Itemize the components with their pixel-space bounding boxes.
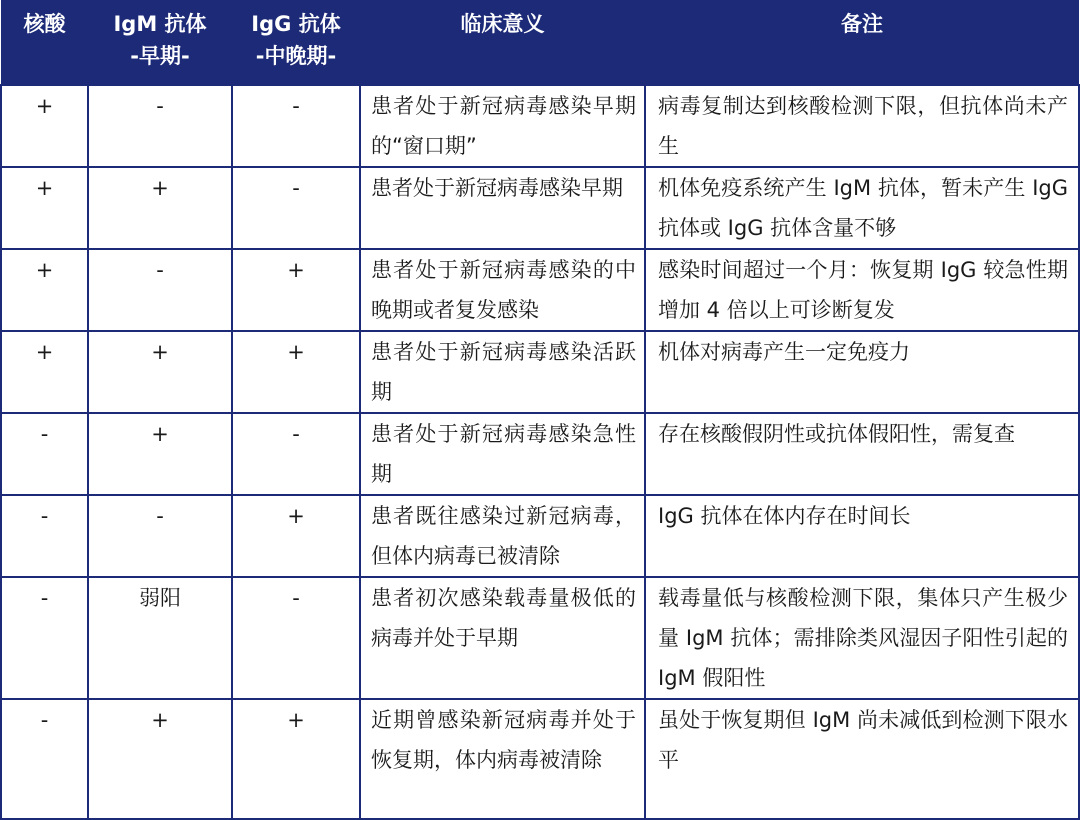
cell-igg: - <box>232 167 360 249</box>
cell-nucleic: - <box>1 413 88 495</box>
cell-nucleic: + <box>1 167 88 249</box>
cell-note: 存在核酸假阴性或抗体假阳性，需复查 <box>645 413 1079 495</box>
table-row <box>1 413 1079 495</box>
header-row <box>1 0 1079 85</box>
table-row <box>1 331 1079 413</box>
cell-meaning: 患者处于新冠病毒感染急性期 <box>360 413 645 495</box>
cell-igm: - <box>88 495 232 577</box>
cell-nucleic: + <box>1 85 88 167</box>
table-row <box>1 577 1079 699</box>
cell-nucleic: + <box>1 331 88 413</box>
table-row <box>1 85 1079 167</box>
cell-igg: + <box>232 249 360 331</box>
cell-note: 机体对病毒产生一定免疫力 <box>645 331 1079 413</box>
cell-igg: + <box>232 331 360 413</box>
cell-meaning: 近期曾感染新冠病毒并处于恢复期，体内病毒被清除 <box>360 699 645 819</box>
table-row <box>1 167 1079 249</box>
header-remarks: 备注 <box>645 0 1079 85</box>
table-row <box>1 699 1079 819</box>
cell-igm: + <box>88 413 232 495</box>
header-clinical-meaning: 临床意义 <box>360 0 645 85</box>
cell-meaning: 患者处于新冠病毒感染早期 <box>360 167 645 249</box>
table-row <box>1 495 1079 577</box>
cell-meaning: 患者处于新冠病毒感染的中晚期或者复发感染 <box>360 249 645 331</box>
cell-igg: + <box>232 495 360 577</box>
cell-note: IgG 抗体在体内存在时间长 <box>645 495 1079 577</box>
cell-note: 感染时间超过一个月：恢复期 IgG 较急性期增加 4 倍以上可诊断复发 <box>645 249 1079 331</box>
cell-igm: + <box>88 167 232 249</box>
cell-igg: - <box>232 85 360 167</box>
cell-meaning: 患者初次感染载毒量极低的病毒并处于早期 <box>360 577 645 699</box>
cell-igg: + <box>232 699 360 819</box>
cell-nucleic: - <box>1 699 88 819</box>
cell-nucleic: - <box>1 577 88 699</box>
header-nucleic-acid: 核酸 <box>1 0 88 85</box>
cell-meaning: 患者处于新冠病毒感染活跃期 <box>360 331 645 413</box>
cell-note: 虽处于恢复期但 IgM 尚未减低到检测下限水平 <box>645 699 1079 819</box>
cell-igm: + <box>88 699 232 819</box>
table-row <box>1 249 1079 331</box>
header-igm: IgM 抗体 -早期- <box>88 0 232 85</box>
header-igg: IgG 抗体 -中晚期- <box>232 0 360 85</box>
cell-note: 病毒复制达到核酸检测下限，但抗体尚未产生 <box>645 85 1079 167</box>
cell-igm: - <box>88 249 232 331</box>
cell-igm: 弱阳 <box>88 577 232 699</box>
cell-igm: - <box>88 85 232 167</box>
cell-igm: + <box>88 331 232 413</box>
cell-nucleic: - <box>1 495 88 577</box>
cell-meaning: 患者处于新冠病毒感染早期的“窗口期” <box>360 85 645 167</box>
cell-nucleic: + <box>1 249 88 331</box>
cell-igg: - <box>232 413 360 495</box>
cell-igg: - <box>232 577 360 699</box>
cell-note: 机体免疫系统产生 IgM 抗体，暂未产生 IgG 抗体或 IgG 抗体含量不够 <box>645 167 1079 249</box>
cell-meaning: 患者既往感染过新冠病毒，但体内病毒已被清除 <box>360 495 645 577</box>
cell-note: 载毒量低与核酸检测下限，集体只产生极少量 IgM 抗体；需排除类风湿因子阳性引起的 IgM 假阳性 <box>645 577 1079 699</box>
